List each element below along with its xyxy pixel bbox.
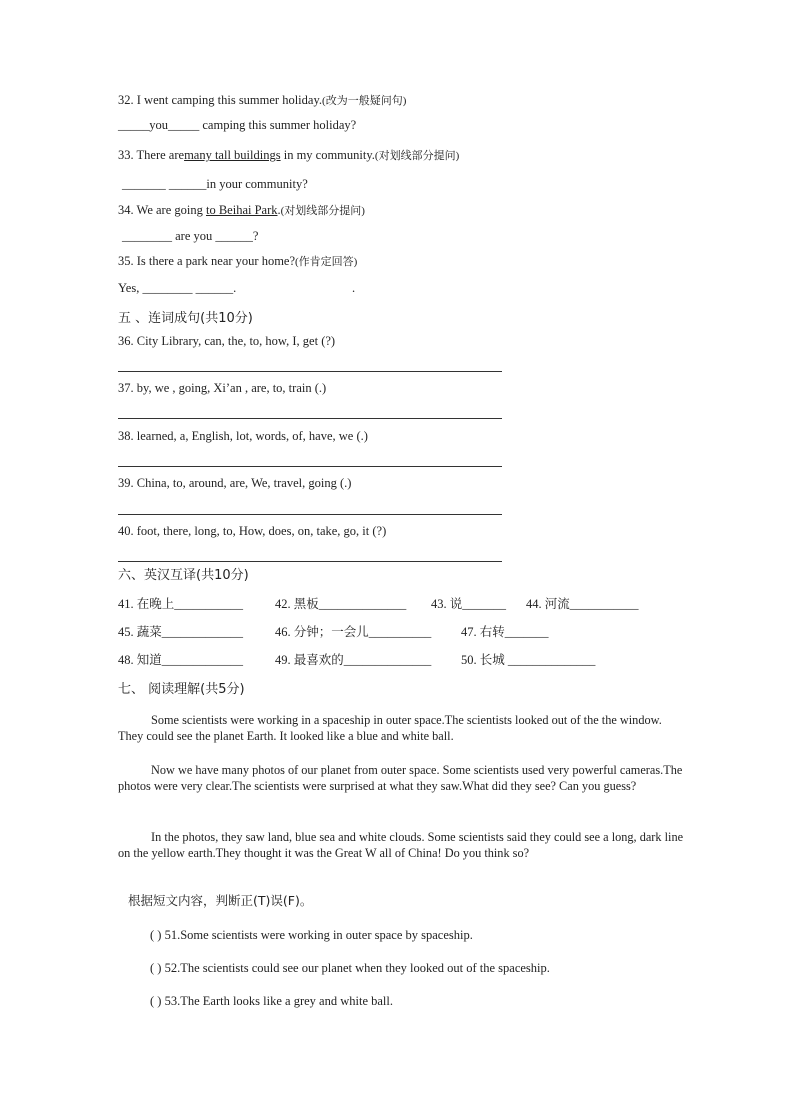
passage-paragraph-2: Now we have many photos of our planet from outer space. Some scientists used very powerful cameras.The photos were very clear.The scientists were surprised at what they saw.What did they see? Can you guess?	[118, 763, 683, 793]
answer-32[interactable]: _____you_____ camping this summer holiday?	[118, 118, 357, 132]
answer-line-40[interactable]	[118, 561, 502, 562]
answer-line-36[interactable]	[118, 371, 502, 372]
question-39: 39. China, to, around, are, We, travel, going (.)	[118, 476, 352, 490]
section-6-title: 六、英汉互译(共10分)	[118, 568, 249, 583]
underlined-phrase: to Beihai Park	[205, 203, 278, 217]
answer-line-37[interactable]	[118, 418, 502, 419]
translate-item[interactable]: 47. 右转_______	[461, 625, 549, 639]
question-34: 34. We are going to Beihai Park.(对划线部分提问)	[118, 203, 365, 217]
answer-33[interactable]: _______ ______in your community?	[122, 177, 308, 191]
translate-item[interactable]: 48. 知道_____________	[118, 653, 244, 667]
underlined-phrase: many tall buildings	[184, 148, 281, 162]
question-35: 35. Is there a park near your home?(作肯定回答)	[118, 254, 358, 268]
passage-paragraph-1: Some scientists were working in a spaceship in outer space.The scientists looked out of the the window. They could see the planet Earth. It looked like a blue and white ball.	[118, 713, 662, 743]
answer-35[interactable]: Yes, ________ ______. .	[118, 281, 356, 295]
question-33: 33. There aremany tall buildings in my community.(对划线部分提问)	[118, 148, 460, 162]
judge-item[interactable]: ( ) 53.The Earth looks like a grey and white ball.	[150, 994, 393, 1008]
answer-line-39[interactable]	[118, 514, 502, 515]
section-5-title: 五 、连词成句(共10分)	[118, 311, 253, 326]
question-36: 36. City Library, can, the, to, how, I, get (?)	[118, 334, 336, 348]
passage-paragraph-3: In the photos, they saw land, blue sea and white clouds. Some scientists said they could see a long, dark line on the yellow earth.They thought it was the Great W all of China! Do you think so?	[118, 830, 684, 860]
question-32: 32. I went camping this summer holiday.(改为一般疑问句)	[118, 93, 407, 107]
question-40: 40. foot, there, long, to, How, does, on, take, go, it (?)	[118, 524, 387, 538]
translate-item[interactable]: 42. 黑板______________	[275, 597, 407, 611]
translate-item[interactable]: 45. 蔬菜_____________	[118, 625, 244, 639]
section-7-title: 七、 阅读理解(共5分)	[118, 682, 245, 697]
answer-34[interactable]: ________ are you ______?	[122, 229, 259, 243]
translate-item[interactable]: 46. 分钟；一会儿__________	[275, 625, 432, 639]
answer-line-38[interactable]	[118, 466, 502, 467]
judge-instruction: 根据短文内容，判断正(T)误(F)。	[128, 893, 313, 908]
question-38: 38. learned, a, English, lot, words, of, have, we (.)	[118, 429, 368, 443]
translate-item[interactable]: 43. 说_______	[431, 597, 507, 611]
judge-item[interactable]: ( ) 51.Some scientists were working in outer space by spaceship.	[150, 928, 473, 942]
question-37: 37. by, we , going, Xi’an , are, to, train (.)	[118, 381, 327, 395]
translate-item[interactable]: 41. 在晚上___________	[118, 597, 244, 611]
judge-item[interactable]: ( ) 52.The scientists could see our planet when they looked out of the spaceship.	[150, 961, 550, 975]
translate-item[interactable]: 49. 最喜欢的______________	[275, 653, 432, 667]
translate-item[interactable]: 44. 河流___________	[526, 597, 639, 611]
translate-item[interactable]: 50. 长城 ______________	[461, 653, 596, 667]
